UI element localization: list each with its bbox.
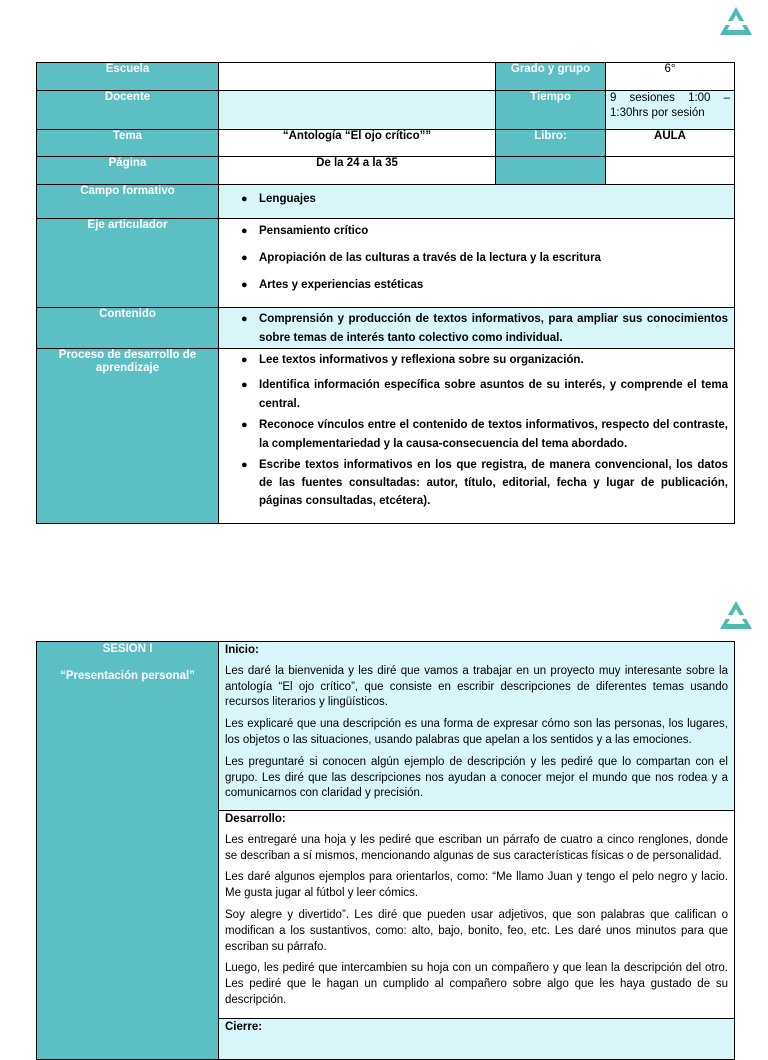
proceso-item: ● Reconoce vínculos entre el contenido de textos informativos, respecto del contraste, la complementariedad y la causa-consecuencia del tema abordado. xyxy=(219,416,734,454)
docente-value xyxy=(219,91,496,130)
campo-item: ● Lenguajes xyxy=(219,190,734,209)
eje-item: ● Pensamiento crítico xyxy=(219,222,734,241)
pagina-label: Página xyxy=(37,157,219,185)
grado-label: Grado y grupo xyxy=(496,63,606,91)
inicio-paragraph: Les explicaré que una descripción es una forma de expresar cómo son las personas, los lugares, los objetos o las situaciones, usando palabras que apelan a los sentidos y a las emociones. xyxy=(225,718,728,746)
libro-label: Libro: xyxy=(496,130,606,157)
desarrollo-cell xyxy=(219,811,735,1019)
pagina-value: De la 24 a la 35 xyxy=(219,157,496,185)
campo-label: Campo formativo xyxy=(37,185,219,219)
eje-item: ● Apropiación de las culturas a través de la lectura y la escritura xyxy=(219,249,734,268)
desarrollo-paragraph: Les entregaré una hoja y les pediré que escriban un párrafo de cuatro a cinco renglones, donde se describan a sí mismos, mencionando algunas de sus características físicas o de personalidad. xyxy=(225,833,728,862)
libro-value: AULA xyxy=(606,130,735,157)
eje-label: Eje articulador xyxy=(37,219,219,308)
inicio-heading: Inicio: xyxy=(225,644,259,656)
cierre-heading: Cierre: xyxy=(225,1021,263,1033)
contenido-label: Contenido xyxy=(37,308,219,349)
desarrollo-paragraph: Soy alegre y divertido”. Les diré que pueden usar adjetivos, que son palabras que califican o modifican a los sustantivos, como: alto, bajo, bonito, feo, etc. Les daré unos minutos para que escriban su párrafo. xyxy=(225,908,728,953)
tiempo-value: 9 sesiones 1:00 – 1:30hrs por sesión xyxy=(606,91,735,130)
tema-label: Tema xyxy=(37,130,219,157)
eje-item: ● Artes y experiencias estéticas xyxy=(219,276,734,295)
session-table xyxy=(36,641,735,1060)
escuela-label: Escuela xyxy=(37,63,219,91)
contenido-item: ● Comprensión y producción de textos informativos, para ampliar sus conocimientos sobre temas de interés tanto colectivo como individual. xyxy=(219,310,734,348)
desarrollo-paragraph: Les daré algunos ejemplos para orientarlos, como: “Me llamo Juan y tengo el pelo negro y lacio. Me gusta jugar al fútbol y leer cómics. xyxy=(225,871,728,900)
inicio-cell xyxy=(219,642,735,811)
session-title: SESION I xyxy=(102,643,153,655)
docente-label: Docente xyxy=(37,91,219,130)
escuela-value xyxy=(219,63,496,91)
logo-icon xyxy=(718,599,754,633)
eje-cell xyxy=(219,219,735,308)
tema-value: “Antología “El ojo crítico”” xyxy=(219,130,496,157)
cierre-cell xyxy=(219,1019,735,1060)
desarrollo-heading: Desarrollo: xyxy=(225,813,286,825)
inicio-paragraph: Les daré la bienvenida y les diré que vamos a trabajar en un proyecto muy interesante sobre la antología “El ojo crítico”, que consiste en escribir descripciones de diferentes temas usando recursos literarios y lingüísticos. xyxy=(225,664,728,709)
planning-header-table xyxy=(36,62,735,524)
proceso-item: ● Escribe textos informativos en los que registra, de manera convencional, los datos de las fuentes consultadas: autor, título, editorial, fecha y lugar de publicación, páginas consultadas, etcétera). xyxy=(219,456,734,510)
logo-icon xyxy=(718,5,754,39)
grado-value: 6° xyxy=(606,63,735,91)
tiempo-label: Tiempo xyxy=(496,91,606,130)
desarrollo-paragraph: Luego, les pediré que intercambien su hoja con un compañero y que lean la descripción del otro. Les pediré que le hagan un cumplido al compañero sobre algo que les haya gustado de su descripción. xyxy=(225,962,728,1006)
session-subtitle: “Presentación personal” xyxy=(60,670,195,682)
proceso-cell xyxy=(219,349,735,524)
proceso-item: ● Identifica información específica sobre asuntos de su interés, y comprende el tema central. xyxy=(219,376,734,414)
proceso-label: Proceso de desarrollo de aprendizaje xyxy=(37,349,219,524)
session-label-cell xyxy=(37,642,219,1060)
inicio-paragraph: Les preguntaré si conocen algún ejemplo de descripción y les pediré que lo compartan con el grupo. Les diré que las descripciones nos ayudan a conocer mejor el mundo que nos rodea y a comunicarnos con claridad y precisión. xyxy=(225,755,728,800)
pagina-blank-label xyxy=(496,157,606,185)
contenido-cell xyxy=(219,308,735,349)
campo-cell xyxy=(219,185,735,219)
pagina-blank-value xyxy=(606,157,735,185)
proceso-item: ● Lee textos informativos y reflexiona sobre su organización. xyxy=(219,351,734,370)
